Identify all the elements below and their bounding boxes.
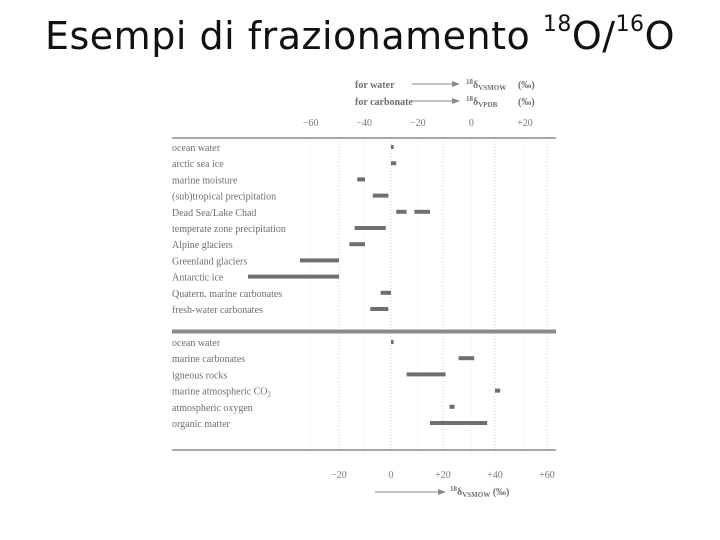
range-bar-0-6-0 [349, 242, 365, 246]
range-bar-0-8-0 [248, 275, 339, 279]
range-bar-0-4-1 [414, 210, 430, 214]
range-bar-1-3-0 [495, 389, 500, 393]
range-bar-0-5-0 [355, 226, 386, 230]
x-axis-label: $^{18}\delta_{VSMOW}$ (‰) [450, 485, 510, 499]
row-label-0-8: Antarctic ice [172, 272, 224, 284]
legend-label-0: for water [355, 80, 395, 91]
range-bar-0-3-0 [373, 194, 389, 198]
bottom-tick-label-1: 0 [388, 470, 394, 481]
row-label-0-5: temperate zone precipitation [172, 224, 286, 235]
row-label-0-9: Quatern. marine carbonates [172, 288, 283, 300]
range-bar-1-5-0 [430, 421, 487, 425]
row-label-1-0: ocean water [172, 338, 221, 349]
legend-arrow-head-0 [452, 81, 460, 87]
row-label-0-4: Dead Sea/Lake Chad [172, 207, 257, 219]
slide-title-prefix: Esempi di frazionamento [45, 14, 543, 58]
bottom-tick-label-2: +20 [435, 470, 451, 481]
range-bar-0-10-0 [370, 307, 388, 311]
range-bar-0-2-0 [357, 177, 365, 181]
legend-unit-0: (‰) [518, 80, 535, 91]
slide-title-sup-16: 16 [615, 12, 645, 38]
top-tick-label-1: −40 [356, 118, 373, 129]
range-bar-0-0-0 [391, 145, 394, 149]
row-label-1-2: igneous rocks [172, 370, 228, 382]
row-label-1-4: atmospheric oxygen [172, 402, 253, 414]
top-tick-label-2: −20 [409, 118, 426, 129]
range-bar-0-1-0 [391, 161, 396, 165]
row-label-1-1: marine carbonates [172, 354, 246, 366]
row-label-0-0: ocean water [172, 143, 221, 154]
range-bar-0-4-0 [396, 210, 406, 214]
row-label-0-3: (sub)tropical precipitation [172, 191, 277, 203]
slide-title-suffix: O [644, 14, 675, 58]
legend-label-1: for carbonate [355, 97, 413, 108]
top-tick-label-3: 0 [468, 118, 474, 129]
row-label-0-6: Alpine glaciers [172, 240, 233, 252]
legend-unit-1: (‰) [518, 97, 535, 108]
range-bar-0-9-0 [381, 291, 391, 295]
range-bar-1-4-0 [450, 405, 455, 409]
row-label-0-2: marine moisture [172, 175, 238, 187]
row-label-1-3: marine atmospheric $CO_2$ [172, 386, 272, 399]
range-bar-1-2-0 [407, 372, 446, 376]
range-bar-1-1-0 [459, 356, 475, 360]
top-tick-label-0: −60 [302, 118, 319, 129]
xlabel-arrow-head [438, 489, 446, 495]
legend-scale-1: $^{18}\delta_{VPDB}$ [466, 95, 498, 109]
row-label-0-10: fresh-water carbonates [172, 305, 263, 316]
row-label-1-5: organic matter [172, 419, 230, 430]
row-label-0-1: arctic sea ice [172, 159, 224, 171]
row-label-0-7: Greenland glaciers [172, 256, 248, 268]
legend-arrow-head-1 [452, 98, 460, 104]
slide-title-mid: O/ [571, 14, 616, 58]
legend-scale-0: $^{18}\delta_{VSMOW}$ [466, 78, 507, 92]
range-bar-1-0-0 [391, 340, 394, 344]
range-bar-0-7-0 [300, 258, 339, 262]
group-separator [172, 330, 556, 334]
top-tick-label-4: +20 [517, 118, 533, 129]
bottom-tick-label-4: +60 [539, 470, 555, 481]
bottom-tick-label-3: +40 [487, 470, 503, 481]
slide-title-sup-18: 18 [542, 12, 572, 38]
bottom-tick-label-0: −20 [331, 470, 347, 481]
